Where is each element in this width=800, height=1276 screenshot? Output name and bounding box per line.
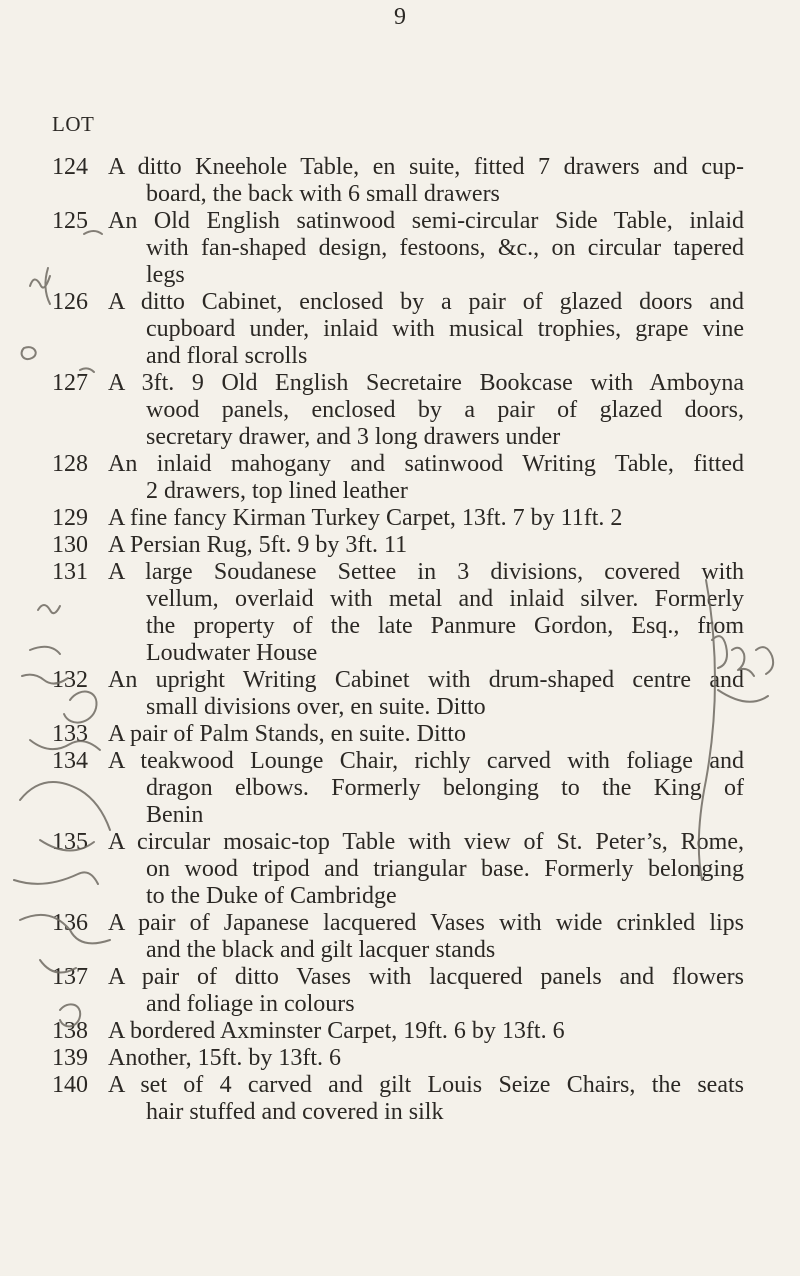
lot-description-line: A ditto Kneehole Table, en suite, fitted 7 drawers and cup- [108,154,744,180]
lot-description [104,154,744,208]
lot-description-line: A pair of Palm Stands, en suite. Ditto [108,721,466,747]
lot-description [104,451,744,505]
lot-entry [0,1018,800,1045]
lot-number: 140 [52,1072,88,1098]
lot-description [104,667,744,721]
lot-description-line: A ditto Cabinet, enclosed by a pair of glazed doors and [108,289,744,315]
lot-description-line: An Old English satinwood semi-circular Side Table, inlaid [108,208,744,234]
lot-description-line: wood panels, enclosed by a pair of glazed doors, [146,397,744,423]
lot-entry [0,1072,800,1126]
lot-description-line: 2 drawers, top lined leather [146,478,408,504]
lot-description-line: secretary drawer, and 3 long drawers under [146,424,561,450]
lot-description-line: cupboard under, inlaid with musical trophies, grape vine [146,316,744,342]
lot-description [104,1045,744,1072]
lot-number: 132 [52,667,88,693]
lot-number: 128 [52,451,88,477]
lot-entry [0,667,800,721]
lot-column-heading: LOT [52,112,95,136]
lot-entry [0,910,800,964]
lot-description [104,829,744,910]
lot-number: 137 [52,964,88,990]
lot-description-line: Another, 15ft. by 13ft. 6 [108,1045,342,1071]
lot-description-line: A fine fancy Kirman Turkey Carpet, 13ft. 7 by 11ft. 2 [108,505,623,531]
lot-entry [0,559,800,667]
lot-description [104,208,744,289]
lot-description [104,964,744,1018]
lot-description [104,532,744,559]
lot-entry [0,505,800,532]
lot-description-line: legs [146,262,185,288]
page-number: 9 [394,4,406,30]
lot-number: 134 [52,748,88,774]
lot-description-line: A 3ft. 9 Old English Secretaire Bookcase with Amboyna [108,370,744,396]
lot-description-line: A circular mosaic-top Table with view of St. Peter’s, Rome, [108,829,744,855]
lot-description [104,1018,744,1045]
lot-number: 130 [52,532,88,558]
lot-number: 129 [52,505,88,531]
lot-description-line: with fan-shaped design, festoons, &c., on circular tapered [146,235,744,261]
lot-entry [0,289,800,370]
lot-description [104,289,744,370]
lot-entry [0,964,800,1018]
lot-description-line: small divisions over, en suite. Ditto [146,694,486,720]
lot-number: 136 [52,910,88,936]
lot-description-line: and floral scrolls [146,343,308,369]
lot-description [104,505,744,532]
lot-description-line: and the black and gilt lacquer stands [146,937,496,963]
lot-description-line: An upright Writing Cabinet with drum-shaped centre and [108,667,744,693]
lot-description [104,721,744,748]
lot-entry [0,208,800,289]
lot-entry [0,721,800,748]
lot-description-line: to the Duke of Cambridge [146,883,397,909]
lot-description-line: hair stuffed and covered in silk [146,1099,444,1125]
lot-description-line: Loudwater House [146,640,318,666]
lot-entry [0,451,800,505]
lot-number: 138 [52,1018,88,1044]
lot-entry [0,829,800,910]
lot-description-line: vellum, overlaid with metal and inlaid silver. Formerly [146,586,744,612]
lot-entry [0,370,800,451]
lot-description-line: An inlaid mahogany and satinwood Writing Table, fitted [108,451,744,477]
lot-number: 124 [52,154,88,180]
lot-number: 131 [52,559,88,585]
lot-description [104,370,744,451]
lot-description-line: A bordered Axminster Carpet, 19ft. 6 by 13ft. 6 [108,1018,565,1044]
lot-description-line: and foliage in colours [146,991,355,1017]
lot-description-line: on wood tripod and triangular base. Formerly belonging [146,856,744,882]
lot-number: 126 [52,289,88,315]
lot-number: 127 [52,370,88,396]
lot-entry [0,748,800,829]
lot-list [0,154,800,1126]
lot-description [104,559,744,667]
lot-description [104,748,744,829]
lot-entry [0,532,800,559]
lot-entry [0,1045,800,1072]
lot-description [104,1072,744,1126]
lot-number: 133 [52,721,88,747]
lot-description-line: A large Soudanese Settee in 3 divisions, covered with [108,559,744,585]
lot-entry [0,154,800,208]
lot-description-line: A Persian Rug, 5ft. 9 by 3ft. 11 [108,532,408,558]
lot-description [104,910,744,964]
lot-description-line: board, the back with 6 small drawers [146,181,500,207]
lot-number: 139 [52,1045,88,1071]
lot-description-line: Benin [146,802,204,828]
lot-description-line: A pair of ditto Vases with lacquered panels and flowers [108,964,744,990]
lot-description-line: A set of 4 carved and gilt Louis Seize Chairs, the seats [108,1072,744,1098]
lot-description-line: A teakwood Lounge Chair, richly carved with foliage and [108,748,744,774]
lot-description-line: dragon elbows. Formerly belonging to the King of [146,775,744,801]
lot-description-line: the property of the late Panmure Gordon, Esq., from [146,613,744,639]
lot-number: 135 [52,829,88,855]
lot-number: 125 [52,208,88,234]
lot-description-line: A pair of Japanese lacquered Vases with wide crinkled lips [108,910,744,936]
